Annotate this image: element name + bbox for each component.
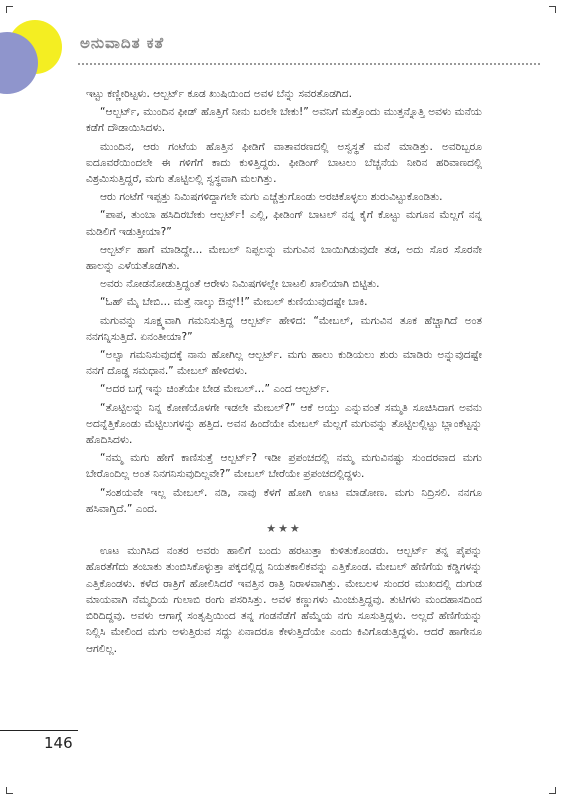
crop-mark-top-left bbox=[6, 6, 13, 13]
paragraph: “ನಮ್ಮ ಮಗು ಹೇಗೆ ಕಾಣಿಸುತ್ತೆ ಆಲ್ಬರ್ಟ್? ಇಡೀ ಪ್ರಪಂಚದಲ್ಲಿ ನಮ್ಮ ಮಗುವಿನಷ್ಟು ಸುಂದರವಾದ ಮಗು ಬೇರೊಂದಿಲ್ಲ ಅಂತ ನಿನಗನಿಸುವುದಿಲ್ಲವೇ?” ಮೇಬಲ್ ಬೇರೆಯೇ ಪ್ರಪಂಚದಲ್ಲಿದ್ದಳು. bbox=[86, 452, 482, 481]
paragraph: ಮುಂದಿನ, ಆರು ಗಂಟೆಯ ಹೊತ್ತಿನ ಫೀಡಿಗೆ ವಾತಾವರಣದಲ್ಲಿ ಅಸ್ವಸ್ಥತೆ ಮನೆ ಮಾಡಿತ್ತು. ಅವರಿಬ್ಬರೂ ಐದೂವರೆಯಿಂದಲೇ ಈ ಗಳಿಗೆಗೆ ಕಾದು ಕುಳಿತ್ತಿದ್ದರು. ಫೀಡಿಂಗ್ ಬಾಟಲು ಬೆಚ್ಚನೆಯ ನೀರಿನ ಹರಿವಾಣದಲ್ಲಿ ವಿಶ್ರಮಿಸುತ್ತಿದ್ದರೆ, ಮಗು ತೊಟ್ಟಿಲಲ್ಲಿ ಸ್ವಸ್ಥವಾಗಿ ಮಲಗಿತ್ತು. bbox=[86, 140, 482, 186]
page-number: 146 bbox=[44, 734, 73, 752]
paragraph: “ಪಾಪ, ತುಂಬಾ ಹಸಿದಿರಬೇಕು ಆಲ್ಬರ್ಟ್! ಎಲ್ಲಿ, ಫೀಡಿಂಗ್ ಬಾಟಲ್ ನನ್ನ ಕೈಗೆ ಕೊಟ್ಟು ಮಗೂನ ಮೆಲ್ಲಗೆ ನನ್ನ ಮಡಿಲಿಗೆ ಇಡುತ್ತೀಯಾ?” bbox=[86, 209, 482, 238]
crop-mark-bottom-right bbox=[549, 787, 556, 794]
section-separator: ★★★ bbox=[266, 522, 302, 536]
header-dotted-rule bbox=[78, 63, 540, 65]
paragraph: ಮಗುವನ್ನು ಸೂಕ್ಷ್ಮವಾಗಿ ಗಮನಿಸುತ್ತಿದ್ದ ಆಲ್ಬರ್ಟ್ ಹೇಳಿದ: “ಮೇಬಲ್, ಮಗುವಿನ ತೂಕ ಹೆಚ್ಚಾಗಿದೆ ಅಂತ ನನಗನ್ನಿಸುತ್ತಿದೆ. ಏನಂತೀಯಾ?” bbox=[86, 314, 482, 343]
paragraph: ಅವರು ನೋಡನೋಡುತ್ತಿದ್ದಂತೆ ಆರೇಳು ನಿಮಿಷಗಳಲ್ಲೇ ಬಾಟಲಿ ಖಾಲಿಯಾಗಿ ಬಿಟ್ಟಿತು. bbox=[100, 278, 380, 291]
paragraph: “ಅಲ್ವಾ ಗಮನಿಸುವುದಕ್ಕೆ ನಾನು ಹೋಗಿಲ್ಲ ಆಲ್ಬರ್ಟ್. ಮಗು ಹಾಲು ಕುಡಿಯಲು ಶುರು ಮಾಡಿರು ಅನ್ನುವುದಷ್ಟೇ ನನಗೆ ದೊಡ್ಡ ಸಮಧಾನ.” ಮೇಬಲ್ ಹೇಳಿದಳು. bbox=[86, 349, 482, 378]
section-title: ಅನುವಾದಿತ ಕತೆ bbox=[80, 34, 165, 52]
crop-mark-bottom-left bbox=[6, 787, 13, 794]
crop-mark-top-right bbox=[549, 6, 556, 13]
paragraph: “ಆಲ್ಬರ್ಟ್, ಮುಂದಿನ ಫೀಡ್ ಹೊತ್ತಿಗೆ ನೀನು ಬರಲೇ ಬೇಕು!” ಅವನಿಗೆ ಮತ್ತೊಂದು ಮುತ್ತನ್ನೊತ್ತಿ ಅವಳು ಮನೆಯ ಕಡೆಗೆ ದೌಡಾಯಿಸಿದಳು. bbox=[86, 106, 482, 135]
paragraph: “ಸಂಶಯವೇ ಇಲ್ಲ ಮೇಬಲ್. ನಡಿ, ನಾವು ಕೆಳಗೆ ಹೋಗಿ ಊಟ ಮಾಡೋಣ. ಮಗು ನಿದ್ರಿಸಲಿ. ನನಗೂ ಹಸಿವಾಗ್ತಿದೆ.” ಎಂದ. bbox=[86, 486, 482, 515]
paragraph: “ತೊಟ್ಟಿಲನ್ನು ನಿನ್ನ ಕೋಣೆಯೊಳಗೇ ಇಡಲೇ ಮೇಬಲ್?” ಆಕೆ ಅಯ್ತು ಎನ್ನುವಂತೆ ಸಮ್ಮತಿ ಸೂಚಿಸಿದಾಗ ಅವನು ಅದನ್ನೆತ್ತಿಕೊಂಡು ಮೆಟ್ಟಿಲುಗಳನ್ನು ಹತ್ತಿದ. ಅವನ ಹಿಂದೆಯೇ ಮೇಬಲ್ ಮೆಲ್ಲಗೆ ಮಗುವನ್ನು ತೊಟ್ಟಿಲಲ್ಲಿಟ್ಟು ಬ್ಲಾಂಕೆಟ್ಟನ್ನು ಹೊದಿಸಿದಳು. bbox=[86, 401, 482, 447]
paragraph: ಆಲ್ಬರ್ಟ್ ಹಾಗೆ ಮಾಡಿದ್ದೇ... ಮೇಬಲ್ ನಿಪ್ಪಲನ್ನು ಮಗುವಿನ ಬಾಯಿಗಿಡುವುದೇ ತಡ, ಅದು ಸೊರ ಸೊರನೇ ಹಾಲನ್ನು ಎಳೆಯತೊಡಗಿತು. bbox=[86, 243, 482, 273]
paragraph: ಊಟ ಮುಗಿಸಿದ ನಂತರ ಅವರು ಹಾಲಿಗೆ ಬಂದು ಹರಟುತ್ತಾ ಕುಳಿತುಕೊಂಡರು. ಆಲ್ಬರ್ಟ್ ತನ್ನ ಪೈಪನ್ನು ಹೊರತೆಗೆದು ತಂಬಾಕು ತುಂಬಿಸಿಕೊಳ್ಳುತ್ತಾ ಪಕ್ಕದಲ್ಲಿದ್ದ ನಿಯತಕಾಲಿಕವನ್ನು ಎತ್ತಿಕೊಂಡ. ಮೇಬಲ್ ಹೆಣಿಗೆಯ ಕಡ್ಡಿಗಳನ್ನು ಎತ್ತಿಕೊಂಡಳು. ಕಳೆದ ರಾತ್ರಿಗೆ ಹೋಲಿಸಿದರೆ ಇವತ್ತಿನ ರಾತ್ರಿ ನಿರಾಳವಾಗಿತ್ತು. ಮೇಬಲಳ ಸುಂದರ ಮುಖದಲ್ಲಿ ದುಗುಡ ಮಾಯವಾಗಿ ನೆಮ್ಮದಿಯ ಗುಲಾಬಿ ರಂಗು ಪಸರಿಸಿತ್ತು. ಅವಳ ಕಣ್ಣುಗಳು ಮಿಂಚುತ್ತಿದ್ದವು. ತುಟಿಗಳು ಮಂದಹಾಸದಿಂದ ಬಿರಿದಿದ್ದವು. ಅವಳು ಆಗಾಗ್ಗೆ ಸಂತೃಪ್ತಿಯಿಂದ ತನ್ನ ಗಂಡನೆಡೆಗೆ ಹೆಮ್ಮೆಯ ನಗು ಸೂಸುತ್ತಿದ್ದಳು. ಅಲ್ಲದೆ ಹೆಣಿಗೆಯನ್ನು ನಿಲ್ಲಿಸಿ ಮೇಲಿಂದ ಮಗು ಅಳುತ್ತಿರುವ ಸದ್ದು ಏನಾದರೂ ಕೇಳುತ್ತಿದೆಯೇ ಎಂದು ಕಿವಿಗೊಡುತ್ತಿದ್ದಳು. ಆದರೆ ಹಾಗೇನೂ ಆಗಲಿಲ್ಲ. bbox=[86, 545, 482, 655]
footer-rule bbox=[0, 730, 78, 731]
paragraph: “ಓಹ್ ಮೈ ಬೇಬಿ... ಮತ್ತೆ ನಾಲ್ಕು ಔನ್ಸ್!!” ಮೇಬಲ್ ಕುಣಿಯುವುದಷ್ಟೇ ಬಾಕಿ. bbox=[100, 296, 368, 309]
paragraph: ಆರು ಗಂಟೆಗೆ ಇಪ್ಪತ್ತು ನಿಮಿಷಗಳಿದ್ದಾಗಲೇ ಮಗು ಎಚ್ಚೆತ್ತುಗೊಂಡು ಅರಚಿಕೊಳ್ಳಲು ಶುರುವಿಟ್ಟುಕೊಂಡಿತು. bbox=[100, 191, 443, 204]
paragraph: “ಅದರ ಬಗ್ಗೆ ಇನ್ನು ಚಿಂತೆಯೇ ಬೇಡ ಮೇಬಲ್...” ಎಂದ ಆಲ್ಬರ್ಟ್. bbox=[100, 383, 330, 396]
story-body bbox=[86, 86, 482, 659]
paragraph: ಇಟ್ಟು ಕಣ್ಣೀರಿಟ್ಟಳು. ಆಲ್ಬರ್ಟ್ ಕೂಡ ಖುಷಿಯಿಂದ ಅವಳ ಬೆನ್ನು ಸವರತೊಡಗಿದ. bbox=[86, 88, 352, 100]
